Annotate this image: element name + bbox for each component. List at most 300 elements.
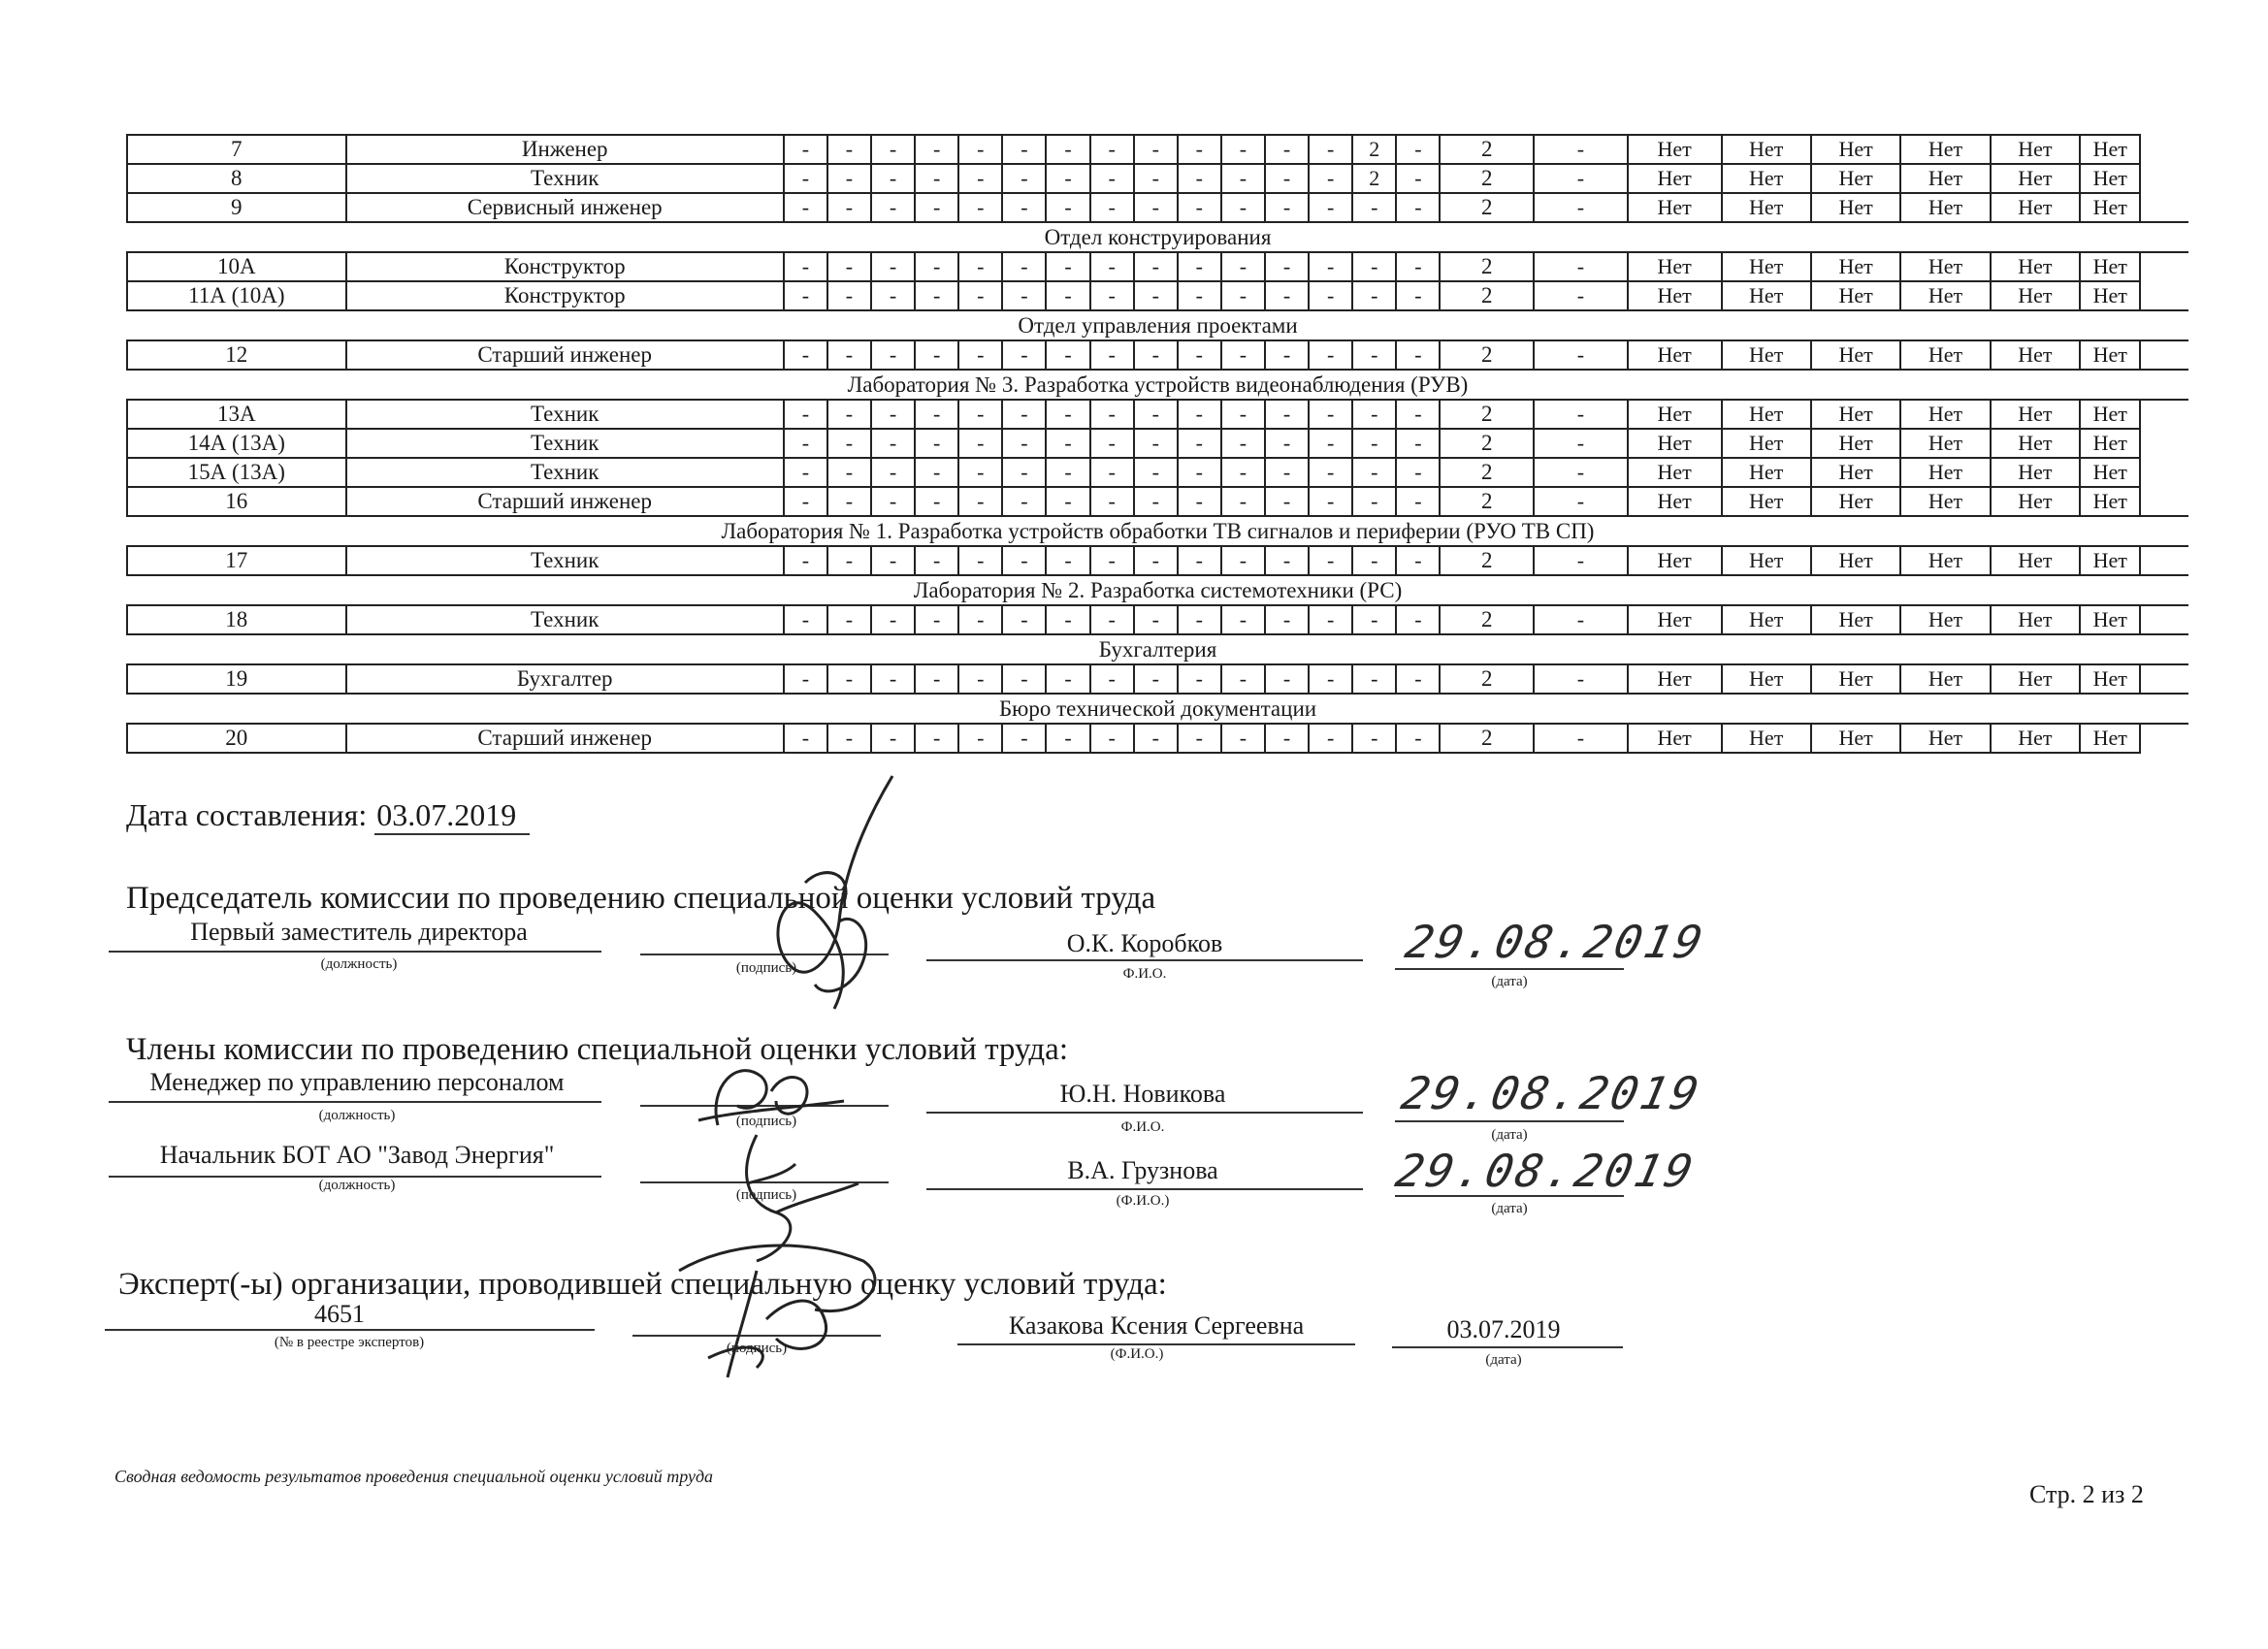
expert-date-line <box>1392 1346 1623 1348</box>
compile-date <box>126 797 530 835</box>
factor-cell: - <box>1090 252 1134 281</box>
factor-cell: - <box>1178 458 1221 487</box>
factor-cell: - <box>871 193 915 222</box>
factor-cell: - <box>1352 252 1396 281</box>
factor-cell: - <box>827 164 871 193</box>
flag-cell: Нет <box>1811 664 1900 694</box>
class-cell: 2 <box>1440 281 1534 310</box>
factor-cell: - <box>1178 724 1221 753</box>
flag-cell: Нет <box>1900 605 1990 634</box>
factor-cell: - <box>784 458 827 487</box>
expert-fio-caption: (Ф.И.О.) <box>1110 1346 1164 1362</box>
class-cell: 2 <box>1440 724 1534 753</box>
factor-cell: - <box>1221 487 1265 516</box>
factor-cell: - <box>784 487 827 516</box>
member-2-date-line <box>1395 1195 1624 1197</box>
factor-cell: - <box>1396 281 1440 310</box>
factor-cell: - <box>1002 546 1046 575</box>
factor-cell: - <box>1265 193 1309 222</box>
factor-cell: - <box>958 429 1002 458</box>
factor-cell: - <box>1221 400 1265 429</box>
section-title: Бухгалтерия <box>127 634 2188 664</box>
flag-cell: Нет <box>1991 400 2080 429</box>
flag-cell: Нет <box>1991 164 2080 193</box>
factor-cell: - <box>1002 164 1046 193</box>
factor-cell: - <box>1352 281 1396 310</box>
class-cell: - <box>1534 458 1628 487</box>
factor-cell: - <box>1396 724 1440 753</box>
factor-cell: - <box>827 400 871 429</box>
factor-cell: - <box>1309 724 1352 753</box>
table-row <box>127 429 2188 458</box>
table-row <box>127 135 2188 164</box>
factor-cell: - <box>1002 458 1046 487</box>
factor-cell: - <box>1221 281 1265 310</box>
factor-cell: - <box>1178 281 1221 310</box>
factor-cell: - <box>1221 429 1265 458</box>
flag-cell: Нет <box>2080 340 2140 370</box>
factor-cell: - <box>1309 135 1352 164</box>
flag-cell: Нет <box>1900 400 1990 429</box>
section-row <box>127 370 2188 400</box>
factor-cell: - <box>1221 605 1265 634</box>
chair-date-line <box>1395 968 1624 970</box>
factor-cell: - <box>1090 193 1134 222</box>
factor-cell: - <box>1396 193 1440 222</box>
flag-cell: Нет <box>1900 252 1990 281</box>
factor-cell: - <box>958 252 1002 281</box>
factor-cell: - <box>1396 605 1440 634</box>
member-1-position: Менеджер по управлению персоналом <box>149 1068 565 1096</box>
factor-cell: - <box>1178 605 1221 634</box>
factor-cell: - <box>1352 458 1396 487</box>
factor-cell: - <box>1352 429 1396 458</box>
factor-cell: - <box>915 340 958 370</box>
expert-name: Казакова Ксения Сергеевна <box>1008 1311 1305 1340</box>
factor-cell: - <box>784 164 827 193</box>
flag-cell: Нет <box>1991 724 2080 753</box>
position-name: Техник <box>346 400 784 429</box>
factor-cell: 2 <box>1352 164 1396 193</box>
factor-cell: - <box>1396 546 1440 575</box>
workplace-number: 16 <box>127 487 346 516</box>
flag-cell: Нет <box>2080 458 2140 487</box>
table-row <box>127 724 2188 753</box>
page-number: Стр. 2 из 2 <box>2029 1480 2144 1508</box>
flag-cell: Нет <box>1628 487 1722 516</box>
section-title: Отдел управления проектами <box>127 310 2188 340</box>
workplace-number: 17 <box>127 546 346 575</box>
factor-cell: - <box>871 429 915 458</box>
factor-cell: - <box>1134 458 1178 487</box>
flag-cell: Нет <box>1722 164 1811 193</box>
class-cell: - <box>1534 487 1628 516</box>
member-1-name: Ю.Н. Новикова <box>1059 1080 1226 1108</box>
class-cell: 2 <box>1440 546 1534 575</box>
flag-cell: Нет <box>1991 546 2080 575</box>
factor-cell: - <box>827 487 871 516</box>
workplace-number: 8 <box>127 164 346 193</box>
chair-signature <box>747 766 922 1028</box>
flag-cell: Нет <box>1628 164 1722 193</box>
factor-cell: - <box>915 429 958 458</box>
factor-cell: - <box>1090 605 1134 634</box>
flag-cell: Нет <box>1811 252 1900 281</box>
factor-cell: - <box>1265 605 1309 634</box>
flag-cell: Нет <box>1722 664 1811 694</box>
factor-cell: - <box>915 400 958 429</box>
factor-cell: - <box>1309 429 1352 458</box>
factor-cell: - <box>1265 429 1309 458</box>
class-cell: 2 <box>1440 664 1534 694</box>
factor-cell: - <box>784 724 827 753</box>
factor-cell: - <box>871 281 915 310</box>
factor-cell: - <box>1134 605 1178 634</box>
class-cell: 2 <box>1440 252 1534 281</box>
flag-cell: Нет <box>1628 664 1722 694</box>
chair-date-caption: (дата) <box>1491 974 1528 989</box>
factor-cell: 2 <box>1352 135 1396 164</box>
section-row <box>127 310 2188 340</box>
position-name: Бухгалтер <box>346 664 784 694</box>
factor-cell: - <box>958 400 1002 429</box>
factor-cell: - <box>1090 664 1134 694</box>
factor-cell: - <box>1046 400 1089 429</box>
factor-cell: - <box>1046 724 1089 753</box>
table-row <box>127 605 2188 634</box>
class-cell: 2 <box>1440 487 1534 516</box>
factor-cell: - <box>1309 193 1352 222</box>
factor-cell: - <box>871 664 915 694</box>
factor-cell: - <box>915 605 958 634</box>
factor-cell: - <box>871 487 915 516</box>
factor-cell: - <box>1046 605 1089 634</box>
section-title: Лаборатория № 2. Разработка системотехники (РС) <box>127 575 2188 605</box>
factor-cell: - <box>958 546 1002 575</box>
workplace-number: 11А (10А) <box>127 281 346 310</box>
factor-cell: - <box>784 429 827 458</box>
flag-cell: Нет <box>1722 252 1811 281</box>
section-title: Лаборатория № 1. Разработка устройств обработки ТВ сигналов и периферии (РУО ТВ СП) <box>127 516 2188 546</box>
factor-cell: - <box>1090 458 1134 487</box>
class-cell: - <box>1534 135 1628 164</box>
flag-cell: Нет <box>1991 487 2080 516</box>
factor-cell: - <box>1046 458 1089 487</box>
factor-cell: - <box>1090 400 1134 429</box>
factor-cell: - <box>1265 546 1309 575</box>
member-2-signature-caption: (подпись) <box>735 1187 797 1203</box>
flag-cell: Нет <box>2080 724 2140 753</box>
flag-cell: Нет <box>1628 400 1722 429</box>
factor-cell: - <box>915 281 958 310</box>
factor-cell: - <box>1221 458 1265 487</box>
flag-cell: Нет <box>1628 546 1722 575</box>
factor-cell: - <box>1396 664 1440 694</box>
class-cell: - <box>1534 429 1628 458</box>
position-name: Техник <box>346 164 784 193</box>
flag-cell: Нет <box>2080 487 2140 516</box>
factor-cell: - <box>827 458 871 487</box>
flag-cell: Нет <box>1811 605 1900 634</box>
class-cell: 2 <box>1440 400 1534 429</box>
factor-cell: - <box>827 135 871 164</box>
flag-cell: Нет <box>1811 135 1900 164</box>
factor-cell: - <box>958 605 1002 634</box>
member-2-position: Начальник БОТ АО "Завод Энергия" <box>159 1141 555 1169</box>
factor-cell: - <box>1178 429 1221 458</box>
factor-cell: - <box>1178 193 1221 222</box>
factor-cell: - <box>1178 135 1221 164</box>
factor-cell: - <box>871 340 915 370</box>
flag-cell: Нет <box>1900 340 1990 370</box>
factor-cell: - <box>1090 164 1134 193</box>
factor-cell: - <box>784 281 827 310</box>
factor-cell: - <box>784 135 827 164</box>
chair-position: Первый заместитель директора <box>190 918 528 946</box>
factor-cell: - <box>1396 252 1440 281</box>
flag-cell: Нет <box>1991 605 2080 634</box>
table-row <box>127 487 2188 516</box>
workplace-number: 7 <box>127 135 346 164</box>
factor-cell: - <box>1309 252 1352 281</box>
factor-cell: - <box>958 340 1002 370</box>
factor-cell: - <box>1134 135 1178 164</box>
factor-cell: - <box>1002 605 1046 634</box>
expert-date-caption: (дата) <box>1485 1352 1522 1368</box>
class-cell: - <box>1534 546 1628 575</box>
factor-cell: - <box>1265 340 1309 370</box>
factor-cell: - <box>1265 252 1309 281</box>
flag-cell: Нет <box>2080 546 2140 575</box>
factor-cell: - <box>871 724 915 753</box>
flag-cell: Нет <box>1811 164 1900 193</box>
factor-cell: - <box>1352 193 1396 222</box>
flag-cell: Нет <box>1991 340 2080 370</box>
class-cell: - <box>1534 664 1628 694</box>
factor-cell: - <box>1046 487 1089 516</box>
factor-cell: - <box>1134 664 1178 694</box>
chair-signature-caption: (подпись) <box>735 960 797 976</box>
section-title: Отдел конструирования <box>127 222 2188 252</box>
factor-cell: - <box>784 252 827 281</box>
flag-cell: Нет <box>2080 135 2140 164</box>
workplace-number: 9 <box>127 193 346 222</box>
factor-cell: - <box>1265 164 1309 193</box>
chair-date-handwritten: 29.08.2019 <box>1401 916 1710 968</box>
factor-cell: - <box>1002 340 1046 370</box>
factor-cell: - <box>1352 605 1396 634</box>
factor-cell: - <box>1134 724 1178 753</box>
factor-cell: - <box>1309 340 1352 370</box>
flag-cell: Нет <box>2080 605 2140 634</box>
flag-cell: Нет <box>1900 281 1990 310</box>
table-row <box>127 664 2188 694</box>
factor-cell: - <box>827 281 871 310</box>
section-row <box>127 516 2188 546</box>
flag-cell: Нет <box>1900 429 1990 458</box>
factor-cell: - <box>1221 664 1265 694</box>
footer-document-title: Сводная ведомость результатов проведения специальной оценки условий труда <box>114 1467 714 1486</box>
factor-cell: - <box>1265 487 1309 516</box>
class-cell: - <box>1534 724 1628 753</box>
factor-cell: - <box>958 664 1002 694</box>
flag-cell: Нет <box>1722 487 1811 516</box>
factor-cell: - <box>784 605 827 634</box>
flag-cell: Нет <box>1722 400 1811 429</box>
factor-cell: - <box>1221 164 1265 193</box>
factor-cell: - <box>871 135 915 164</box>
factor-cell: - <box>1178 487 1221 516</box>
factor-cell: - <box>1002 400 1046 429</box>
factor-cell: - <box>1396 429 1440 458</box>
factor-cell: - <box>915 135 958 164</box>
factor-cell: - <box>1134 164 1178 193</box>
position-name: Техник <box>346 458 784 487</box>
factor-cell: - <box>1134 400 1178 429</box>
class-cell: - <box>1534 605 1628 634</box>
flag-cell: Нет <box>2080 193 2140 222</box>
factor-cell: - <box>1352 487 1396 516</box>
factor-cell: - <box>784 400 827 429</box>
chair-name: О.К. Коробков <box>1066 929 1223 957</box>
workplace-number: 18 <box>127 605 346 634</box>
factor-cell: - <box>915 664 958 694</box>
flag-cell: Нет <box>1722 546 1811 575</box>
factor-cell: - <box>784 193 827 222</box>
table-row <box>127 193 2188 222</box>
factor-cell: - <box>1046 164 1089 193</box>
factor-cell: - <box>1265 281 1309 310</box>
member-2-fio-caption: (Ф.И.О.) <box>1116 1193 1170 1209</box>
section-row <box>127 634 2188 664</box>
factor-cell: - <box>1090 340 1134 370</box>
factor-cell: - <box>915 546 958 575</box>
expert-signature-caption: (подпись) <box>726 1341 788 1356</box>
factor-cell: - <box>1002 281 1046 310</box>
flag-cell: Нет <box>1991 281 2080 310</box>
factor-cell: - <box>1090 724 1134 753</box>
factor-cell: - <box>1046 193 1089 222</box>
factor-cell: - <box>1002 487 1046 516</box>
factor-cell: - <box>1046 252 1089 281</box>
flag-cell: Нет <box>1991 252 2080 281</box>
factor-cell: - <box>1352 546 1396 575</box>
factor-cell: - <box>1046 340 1089 370</box>
factor-cell: - <box>1134 487 1178 516</box>
factor-cell: - <box>827 252 871 281</box>
factor-cell: - <box>827 429 871 458</box>
factor-cell: - <box>1178 252 1221 281</box>
table-row <box>127 400 2188 429</box>
factor-cell: - <box>1309 664 1352 694</box>
factor-cell: - <box>1396 135 1440 164</box>
flag-cell: Нет <box>1811 487 1900 516</box>
flag-cell: Нет <box>1722 135 1811 164</box>
factor-cell: - <box>1396 164 1440 193</box>
position-name: Конструктор <box>346 252 784 281</box>
factor-cell: - <box>827 340 871 370</box>
factor-cell: - <box>784 340 827 370</box>
section-row <box>127 694 2188 724</box>
factor-cell: - <box>1309 546 1352 575</box>
factor-cell: - <box>827 605 871 634</box>
factor-cell: - <box>1221 252 1265 281</box>
class-cell: 2 <box>1440 135 1534 164</box>
member-1-fio-caption: Ф.И.О. <box>1120 1119 1165 1135</box>
flag-cell: Нет <box>1811 400 1900 429</box>
factor-cell: - <box>1221 340 1265 370</box>
expert-registry-line <box>105 1329 595 1331</box>
position-name: Конструктор <box>346 281 784 310</box>
flag-cell: Нет <box>1722 340 1811 370</box>
flag-cell: Нет <box>1628 605 1722 634</box>
flag-cell: Нет <box>1811 193 1900 222</box>
flag-cell: Нет <box>1628 340 1722 370</box>
flag-cell: Нет <box>1900 164 1990 193</box>
factor-cell: - <box>1002 193 1046 222</box>
factor-cell: - <box>1396 487 1440 516</box>
class-cell: - <box>1534 340 1628 370</box>
class-cell: - <box>1534 193 1628 222</box>
factor-cell: - <box>1309 605 1352 634</box>
factor-cell: - <box>958 487 1002 516</box>
class-cell: 2 <box>1440 429 1534 458</box>
expert-name-line <box>957 1343 1355 1345</box>
flag-cell: Нет <box>1811 546 1900 575</box>
flag-cell: Нет <box>2080 429 2140 458</box>
flag-cell: Нет <box>1628 252 1722 281</box>
factor-cell: - <box>1309 400 1352 429</box>
table-row <box>127 281 2188 310</box>
factor-cell: - <box>784 546 827 575</box>
workplace-number: 10А <box>127 252 346 281</box>
factor-cell: - <box>958 135 1002 164</box>
factor-cell: - <box>1309 164 1352 193</box>
factor-cell: - <box>827 193 871 222</box>
flag-cell: Нет <box>1722 724 1811 753</box>
flag-cell: Нет <box>1811 724 1900 753</box>
factor-cell: - <box>1265 458 1309 487</box>
class-cell: 2 <box>1440 164 1534 193</box>
expert-date: 03.07.2019 <box>1446 1315 1561 1343</box>
expert-registry-number: 4651 <box>314 1300 365 1328</box>
member-2-position-caption: (должность) <box>318 1178 396 1193</box>
member-2-date-handwritten: 29.08.2019 <box>1391 1145 1701 1197</box>
factor-cell: - <box>1046 664 1089 694</box>
factor-cell: - <box>958 164 1002 193</box>
factor-cell: - <box>1090 135 1134 164</box>
factor-cell: - <box>1178 664 1221 694</box>
factor-cell: - <box>871 400 915 429</box>
flag-cell: Нет <box>1900 546 1990 575</box>
factor-cell: - <box>1046 135 1089 164</box>
factor-cell: - <box>1134 546 1178 575</box>
section-title: Бюро технической документации <box>127 694 2188 724</box>
factor-cell: - <box>1221 193 1265 222</box>
flag-cell: Нет <box>1900 664 1990 694</box>
factor-cell: - <box>958 724 1002 753</box>
expert-registry-caption: (№ в реестре экспертов) <box>274 1335 425 1350</box>
factor-cell: - <box>1090 487 1134 516</box>
factor-cell: - <box>827 724 871 753</box>
factor-cell: - <box>1134 340 1178 370</box>
workplace-number: 20 <box>127 724 346 753</box>
flag-cell: Нет <box>1991 664 2080 694</box>
factor-cell: - <box>827 546 871 575</box>
flag-cell: Нет <box>1811 340 1900 370</box>
member-2-name-line <box>926 1188 1363 1190</box>
expert-signature <box>669 1232 892 1387</box>
